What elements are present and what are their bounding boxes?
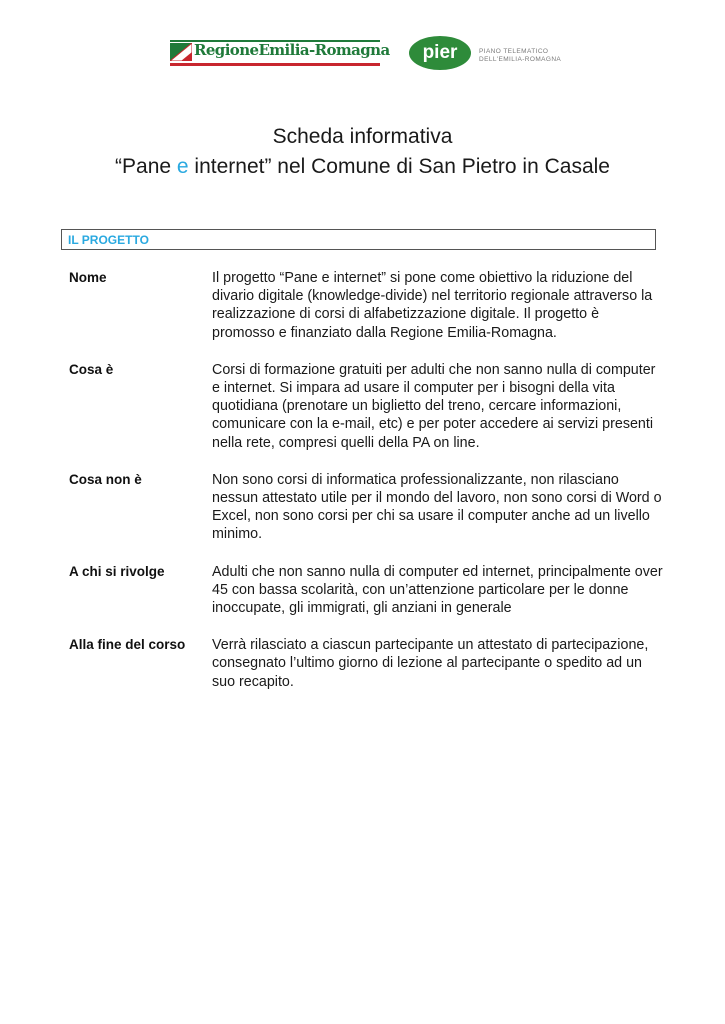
title-accent-word: e <box>176 155 189 178</box>
info-row-cosa-non-e <box>69 471 669 544</box>
title-line-2-part-1: “Pane <box>115 155 177 178</box>
title-line-1: Scheda informativa <box>272 125 453 148</box>
title-line-2 <box>0 152 725 182</box>
pier-logo-text: pier <box>422 42 458 63</box>
info-row-text: Corsi di formazione gratuiti per adulti che non sanno nulla di computer e internet. Si impara ad usare il computer per i bisogni della vita quotidiana (prenotare un biglietto del treno, cercare informazioni, comunicare con la e-mail, etc) e per poter accedere ai servizi presenti nella rete, compresi quelli della PA on line. <box>212 361 656 451</box>
section-heading: IL PROGETTO <box>68 233 149 247</box>
pier-tagline <box>479 48 561 63</box>
regione-emilia-romagna-logo <box>170 40 390 66</box>
pier-tagline-line-1: PIANO TELEMATICO <box>479 48 549 55</box>
info-row-label: Nome <box>69 270 107 285</box>
flag-icon <box>170 43 192 61</box>
section-heading-box <box>61 229 656 250</box>
info-row-label: Cosa è <box>69 361 114 377</box>
info-row-label: Alla fine del corso <box>69 637 186 653</box>
info-row-label: Cosa non è <box>69 471 142 487</box>
info-row-nome <box>69 269 669 342</box>
info-row-cosa-e <box>69 361 669 452</box>
info-row-text: Verrà rilasciato a ciascun partecipante un attestato di partecipazione, consegnato l’ultimo giorno di lezione al partecipante o spedito ad un suo recapito. <box>212 637 649 690</box>
info-row-text: Non sono corsi di informatica professionalizzante, non rilasciano nessun attestato utile per il mondo del lavoro, non sono corsi di Word o Excel, non sono corsi per chi sa usare il computer anche ad un livello minimo. <box>212 471 662 543</box>
info-row-text: Adulti che non sanno nulla di computer ed internet, principalmente over 45 con bassa scolarità, con un’attenzione particolare per le donne inoccupate, gli immigrati, gli anziani in generale <box>212 563 663 617</box>
page-title <box>0 122 725 182</box>
pier-logo-mark-icon <box>407 33 477 73</box>
pier-logo <box>407 33 567 73</box>
info-row-label: A chi si rivolge <box>69 563 165 579</box>
title-line-2-part-2: internet” nel Comune di San Pietro in Casale <box>188 155 610 178</box>
logo-regione-text: RegioneEmilia-Romagna <box>194 41 390 59</box>
logo-red-rule <box>170 63 380 66</box>
info-row-a-chi-si-rivolge <box>69 563 669 618</box>
pier-tagline-line-2: DELL'EMILIA-ROMAGNA <box>479 55 562 63</box>
info-row-alla-fine-del-corso <box>69 636 669 691</box>
project-info-list <box>69 269 669 710</box>
info-row-text: Il progetto “Pane e internet” si pone come obiettivo la riduzione del divario digitale (knowledge-divide) nel territorio regionale attraverso la realizzazione di corsi di alfabetizzazione digitale. Il progetto è promosso e finanziato dalla Regione Emilia-Romagna. <box>212 270 653 341</box>
